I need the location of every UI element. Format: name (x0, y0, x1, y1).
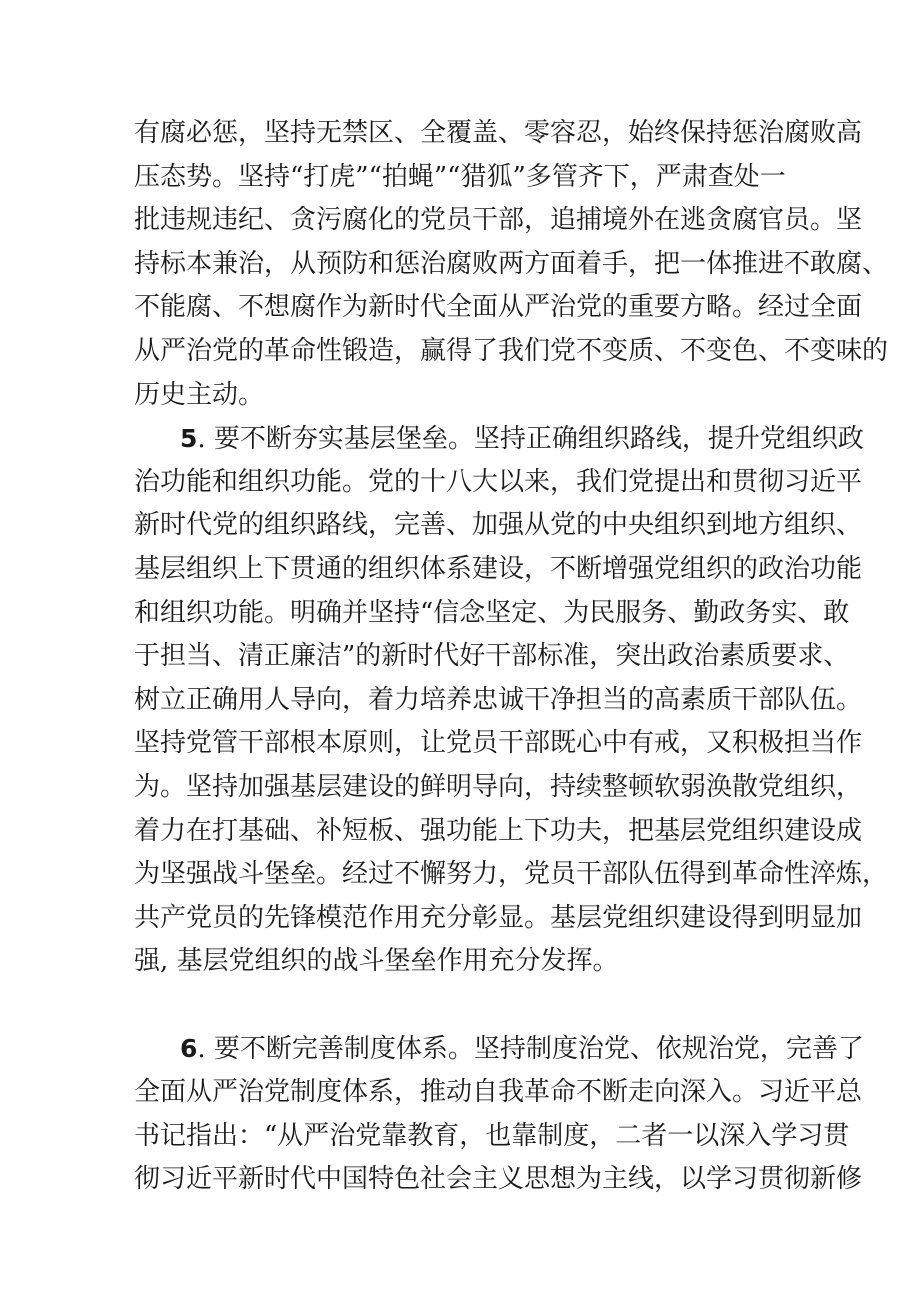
text-line: 强, 基层党组织的战斗堡垒作用充分发挥。 (134, 946, 619, 977)
text-line: 树立正确用人导向，着力培养忠诚干净担当的高素质干部队伍。 (134, 684, 863, 715)
paragraph-number: 5 (180, 424, 198, 454)
paragraph-6-first-line (134, 1027, 864, 1071)
text-line: 为。坚持加强基层建设的鲜明导向，持续整顿软弱涣散党组织， (134, 771, 863, 802)
text-line: 从严治党的革命性锻造，赢得了我们党不变质、不变色、不变味的 (134, 335, 889, 366)
text-line: 于担当、清正廉洁”的新时代好干部标准，突出政治素质要求、 (134, 641, 850, 672)
text-line: 为坚强战斗堡垒。经过不懈努力，党员干部队伍得到革命性淬炼， (134, 859, 889, 890)
text-line: . 要不断完善制度体系。坚持制度治党、依规治党，完善了 (197, 1034, 864, 1065)
text-line: 和组织功能。明确并坚持“信念坚定、为民服务、勤政务实、敢 (134, 597, 850, 628)
text-line: 压态势。坚持“打虎”“拍蝇”“猎狐”多管齐下，严肃查处一 (134, 161, 786, 192)
text-line: 治功能和组织功能。党的十八大以来，我们党提出和贯彻习近平 (134, 466, 863, 497)
text-line: 全面从严治党制度体系，推动自我革命不断走向深入。习近平总 (134, 1077, 863, 1108)
text-line: 不能腐、不想腐作为新时代全面从严治党的重要方略。经过全面 (134, 292, 863, 323)
text-line: . 要不断夯实基层堡垒。坚持正确组织路线，提升党组织政 (197, 424, 864, 455)
text-line: 历史主动。 (134, 379, 265, 410)
text-line (134, 984, 786, 1028)
body-text (134, 112, 889, 1202)
text-line: 坚持党管干部根本原则，让党员干部既心中有戒，又积极担当作 (134, 728, 863, 759)
text-line: 有腐必惩，坚持无禁区、全覆盖、零容忍，始终保持惩治腐败高 (134, 118, 863, 148)
text-line: 新时代党的组织路线，完善、加强从党的中央组织到地方组织、 (134, 510, 863, 541)
text-line: 书记指出：“从严治党靠教育，也靠制度，二者一以深入学习贯 (134, 1120, 850, 1151)
paragraph-5-first-line (134, 417, 864, 461)
paragraph-number: 6 (180, 1034, 198, 1064)
text-line: 共产党员的先锋模范作用充分彰显。基层党组织建设得到明显加 (134, 902, 863, 933)
text-line: 彻习近平新时代中国特色社会主义思想为主线，以学习贯彻新修 (134, 1164, 863, 1195)
text-line: 着力在打基础、补短板、强功能上下功夫，把基层党组织建设成 (134, 815, 863, 846)
text-line: 批违规违纪、贪污腐化的党员干部，追捕境外在逃贪腐官员。坚 (134, 205, 863, 236)
text-line: 基层组织上下贯通的组织体系建设，不断增强党组织的政治功能 (134, 553, 863, 584)
text-line: 持标本兼治，从预防和惩治腐败两方面着手，把一体推进不敢腐、 (134, 248, 889, 279)
